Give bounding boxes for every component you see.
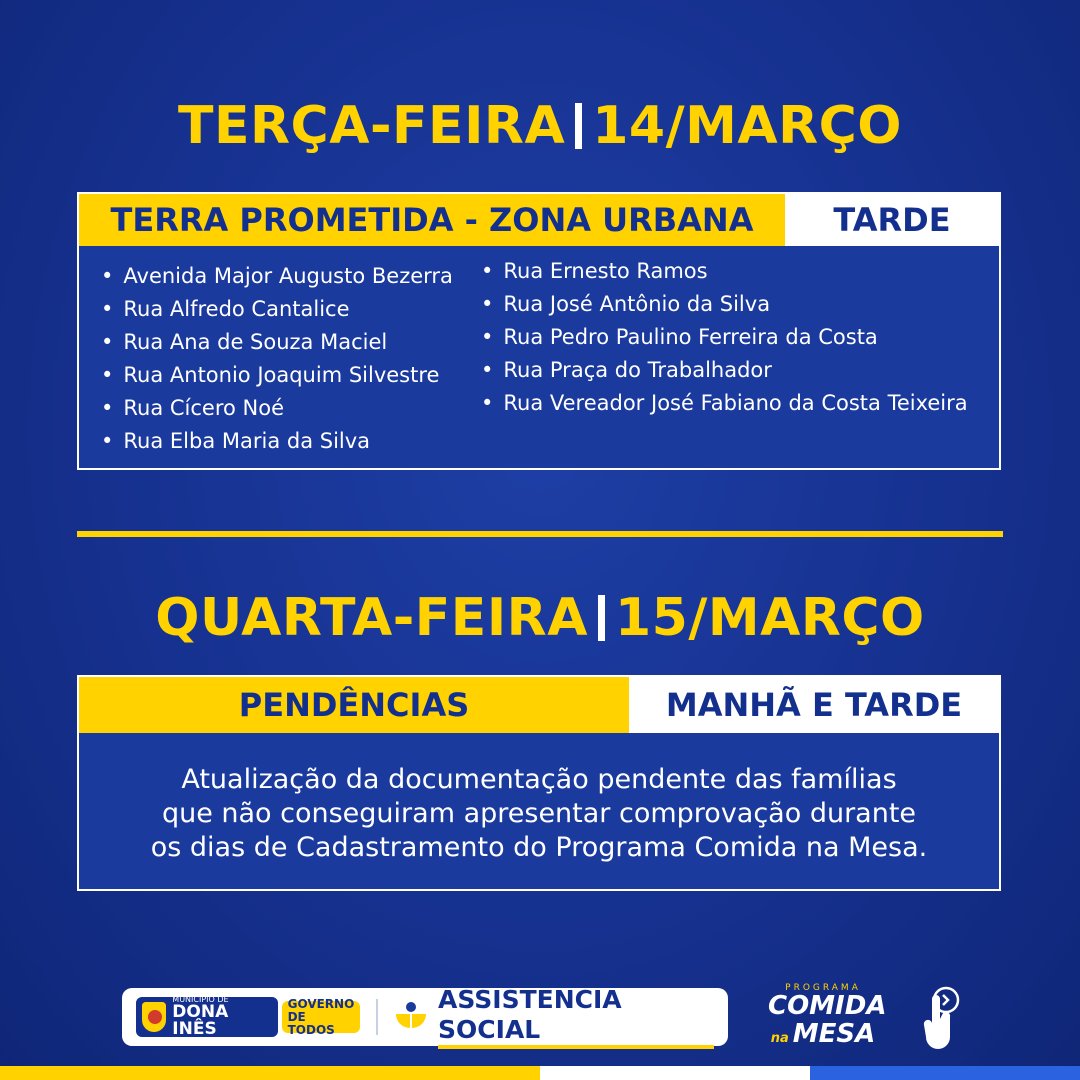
day2-weekday: QUARTA-FEIRA [155,588,588,648]
municipality-logo [136,997,278,1037]
gov-line2: DE TODOS [287,1009,335,1037]
logo-na: na [770,1031,789,1046]
section-divider [77,531,1003,537]
day2-title [0,588,1080,648]
street-column-right [481,255,968,458]
day2-card [77,675,1001,891]
day2-card-header [79,677,999,733]
street-item: • Rua Cícero Noé [101,392,481,425]
footer-divider [376,999,378,1035]
day2-date: 15/MARÇO [614,588,925,648]
crest-icon [142,1002,166,1032]
street-item: • Rua Alfredo Cantalice [101,293,481,326]
day1-card-header [79,194,999,246]
logo-comida: COMIDA [768,991,887,1021]
social-assistance-label: ASSISTÊNCIA SOCIAL [438,985,714,1049]
street-item: • Rua Antonio Joaquim Silvestre [101,359,481,392]
day1-title [0,96,1080,156]
description-line: os dias de Cadastramento do Programa Comida na Mesa. [150,832,928,863]
street-list [79,246,999,468]
logo-program-label: PROGRAMA [785,983,861,993]
day2-description [79,733,999,889]
comida-na-mesa-logo [768,983,887,1049]
title-separator [598,595,605,641]
social-assistance-icon [394,1000,426,1034]
street-item: • Rua Elba Maria da Silva [101,425,481,458]
day2-card-body [79,733,999,889]
government-logo [282,996,361,1037]
logo-mesa: MESA [792,1019,876,1049]
street-item: • Rua Ernesto Ramos [481,255,968,288]
municipality-label: MUNICÍPIO DE [172,995,229,1004]
day1-location: TERRA PROMETIDA - ZONA URBANA [79,194,785,246]
street-item: • Avenida Major Augusto Bezerra [101,260,481,293]
street-item: • Rua Ana de Souza Maciel [101,326,481,359]
day1-date: 14/MARÇO [592,96,902,156]
municipality-name: DONA INÊS [172,1002,229,1039]
street-item: • Rua Vereador José Fabiano da Costa Teixeira [481,387,968,420]
day1-period: TARDE [785,194,999,246]
street-column-left [101,260,481,458]
gov-line1: GOVERNO [287,996,355,1011]
day2-location: PENDÊNCIAS [79,677,629,733]
bottom-stripe-blue [810,1066,1080,1080]
street-item: • Rua José Antônio da Silva [481,288,968,321]
street-item: • Rua Praça do Trabalhador [481,354,968,387]
bottom-stripe-yellow [0,1066,540,1080]
description-line: que não conseguiram apresentar comprovação durante [161,798,917,829]
description-line: Atualização da documentação pendente das famílias [181,764,897,795]
street-item: • Rua Pedro Paulino Ferreira da Costa [481,321,968,354]
day1-weekday: TERÇA-FEIRA [178,96,566,156]
bottom-stripe-white [540,1066,810,1080]
day2-period: MANHÃ E TARDE [629,677,999,733]
day1-card [77,192,1001,470]
day1-card-body [79,246,999,468]
title-separator [575,103,582,149]
footer-logo-bar [122,985,728,1046]
swipe-hand-icon [918,985,964,1051]
